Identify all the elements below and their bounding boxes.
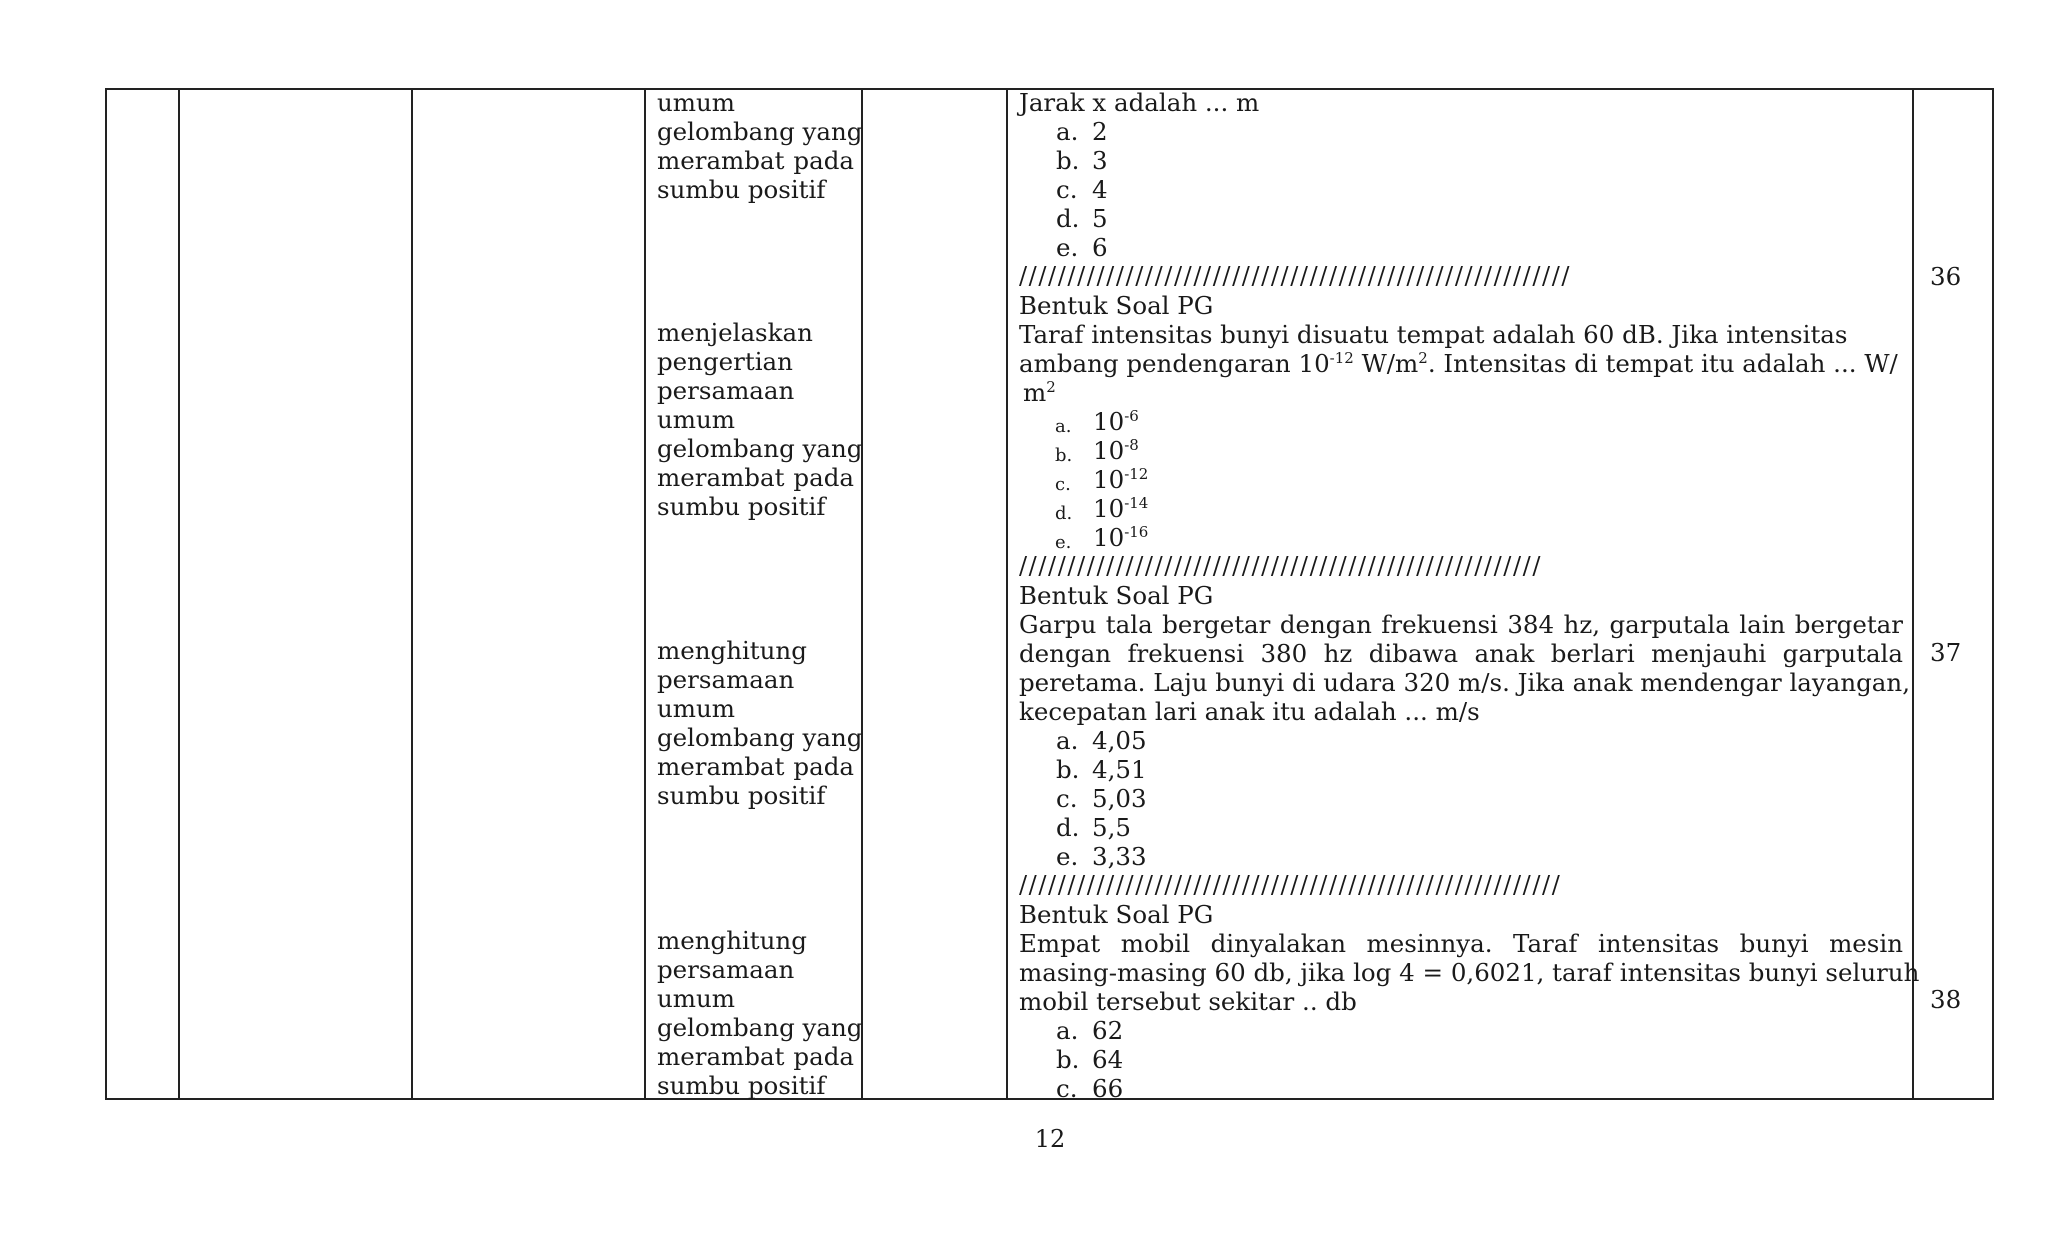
question-text: kecepatan lari anak itu adalah ... m/s [1019, 697, 1480, 726]
option-value: 6 [1092, 233, 1108, 262]
indicator-line: sumbu positif [657, 781, 826, 810]
answer-option [1019, 755, 1903, 784]
option-value: 10 [1093, 436, 1125, 465]
option-value: 4 [1092, 175, 1108, 204]
indicator-line: sumbu positif [657, 175, 826, 204]
option-letter: e. [1056, 233, 1079, 262]
option-value: 3,33 [1092, 842, 1147, 871]
option-value: 10 [1093, 465, 1125, 494]
indicator-line: sumbu positif [657, 1071, 826, 1100]
text-fragment: W/m [1353, 349, 1419, 378]
option-letter: a. [1056, 1016, 1079, 1045]
text-fragment: m [1023, 378, 1047, 407]
answer-option [1019, 523, 1903, 552]
answer-option [1019, 465, 1903, 494]
option-value: 4,51 [1092, 755, 1147, 784]
indicator-line: umum [657, 984, 736, 1013]
answer-option [1019, 1045, 1903, 1074]
indicator-cell [657, 926, 862, 1100]
column-divider [411, 88, 413, 1100]
separator-line: ///////////////////////////////////////////////////////// [1019, 262, 1572, 290]
answer-option [1019, 726, 1903, 755]
option-letter: d. [1056, 204, 1080, 233]
option-letter: b. [1055, 445, 1073, 466]
option-value: 10 [1093, 494, 1125, 523]
answer-option [1019, 494, 1903, 523]
indicator-cell [657, 88, 862, 204]
indicator-line: umum [657, 694, 736, 723]
question-number: 37 [1930, 638, 1962, 667]
answer-option [1019, 813, 1903, 842]
indicator-line: merambat pada [657, 1042, 854, 1071]
exponent: -6 [1124, 407, 1139, 425]
exponent: 2 [1418, 349, 1428, 367]
indicator-line: gelombang yang [657, 117, 863, 146]
answer-option [1019, 1074, 1903, 1103]
answer-option [1019, 1016, 1903, 1045]
option-value: 4,05 [1092, 726, 1147, 755]
question-text: Empat mobil dinyalakan mesinnya. Taraf intensitas bunyi mesin [1019, 929, 1903, 958]
option-value: 10 [1093, 407, 1125, 436]
exponent: 2 [1046, 378, 1056, 396]
option-letter: b. [1056, 146, 1080, 175]
indicator-line: pengertian [657, 347, 793, 376]
question-text: mobil tersebut sekitar .. db [1019, 987, 1357, 1016]
question-text: peretama. Laju bunyi di udara 320 m/s. Jika anak mendengar layangan, [1019, 668, 1910, 697]
exponent: -12 [1329, 349, 1354, 367]
exponent: -8 [1124, 436, 1139, 454]
exponent: -12 [1124, 465, 1149, 483]
separator-line: ////////////////////////////////////////////////////// [1019, 552, 1543, 580]
exponent: -16 [1124, 523, 1149, 541]
question-text: dengan frekuensi 380 hz dibawa anak berlari menjauhi garputala [1019, 639, 1903, 668]
option-value: 66 [1092, 1074, 1124, 1103]
question-cell [1019, 88, 1920, 1103]
option-letter: c. [1056, 175, 1078, 204]
answer-option [1019, 407, 1903, 436]
indicator-line: gelombang yang [657, 1013, 863, 1042]
option-value: 5,5 [1092, 813, 1131, 842]
option-letter: a. [1055, 416, 1072, 437]
question-text: masing-masing 60 db, jika log 4 = 0,6021, taraf intensitas bunyi seluruh [1019, 958, 1920, 987]
indicator-line: menghitung [657, 926, 807, 955]
separator-line: //////////////////////////////////////////////////////// [1019, 871, 1562, 899]
option-value: 10 [1093, 523, 1125, 552]
question-form-label: Bentuk Soal PG [1019, 291, 1214, 320]
option-letter: e. [1056, 842, 1079, 871]
option-value: 62 [1092, 1016, 1124, 1045]
column-divider [1912, 88, 1914, 1100]
column-divider [1006, 88, 1008, 1100]
question-text: Garpu tala bergetar dengan frekuensi 384 hz, garputala lain bergetar [1019, 610, 1903, 639]
question-text: Taraf intensitas bunyi disuatu tempat adalah 60 dB. Jika intensitas [1019, 320, 1848, 349]
column-divider [644, 88, 646, 1100]
answer-option [1019, 784, 1903, 813]
question-text: Jarak x adalah ... m [1019, 88, 1260, 117]
indicator-line: menghitung [657, 636, 807, 665]
exponent: -14 [1124, 494, 1149, 512]
indicator-line: gelombang yang [657, 434, 863, 463]
option-letter: c. [1056, 1074, 1078, 1103]
indicator-line: persamaan [657, 955, 795, 984]
column-divider [178, 88, 180, 1100]
option-letter: e. [1055, 532, 1072, 553]
indicator-line: umum [657, 88, 736, 117]
option-value: 5 [1092, 204, 1108, 233]
option-letter: c. [1056, 784, 1078, 813]
option-letter: b. [1056, 755, 1080, 784]
page-number: 12 [1034, 1125, 1066, 1153]
indicator-line: merambat pada [657, 146, 854, 175]
indicator-cell [657, 636, 862, 810]
answer-option [1019, 436, 1903, 465]
text-fragment: . Intensitas di tempat itu adalah ... W/ [1427, 349, 1898, 378]
option-value: 3 [1092, 146, 1108, 175]
option-letter: d. [1056, 813, 1080, 842]
question-number: 38 [1930, 985, 1962, 1014]
answer-option [1019, 842, 1903, 871]
option-letter: d. [1055, 503, 1073, 524]
answer-option [1019, 146, 1903, 175]
question-text [1019, 378, 1903, 407]
text-fragment: ambang pendengaran 10 [1019, 349, 1330, 378]
answer-option [1019, 233, 1903, 262]
answer-option [1019, 175, 1903, 204]
question-text [1019, 349, 1903, 378]
answer-option [1019, 204, 1903, 233]
indicator-line: persamaan [657, 665, 795, 694]
option-letter: c. [1055, 474, 1071, 495]
option-letter: a. [1056, 726, 1079, 755]
indicator-line: gelombang yang [657, 723, 863, 752]
indicator-line: persamaan [657, 376, 795, 405]
option-value: 5,03 [1092, 784, 1147, 813]
indicator-line: sumbu positif [657, 492, 826, 521]
option-value: 64 [1092, 1045, 1124, 1074]
indicator-line: umum [657, 405, 736, 434]
question-form-label: Bentuk Soal PG [1019, 900, 1214, 929]
option-letter: a. [1056, 117, 1079, 146]
option-value: 2 [1092, 117, 1108, 146]
question-number: 36 [1930, 262, 1962, 291]
question-form-label: Bentuk Soal PG [1019, 581, 1214, 610]
indicator-cell [657, 318, 862, 521]
answer-option [1019, 117, 1903, 146]
option-letter: b. [1056, 1045, 1080, 1074]
indicator-line: merambat pada [657, 463, 854, 492]
indicator-line: menjelaskan [657, 318, 813, 347]
indicator-line: merambat pada [657, 752, 854, 781]
